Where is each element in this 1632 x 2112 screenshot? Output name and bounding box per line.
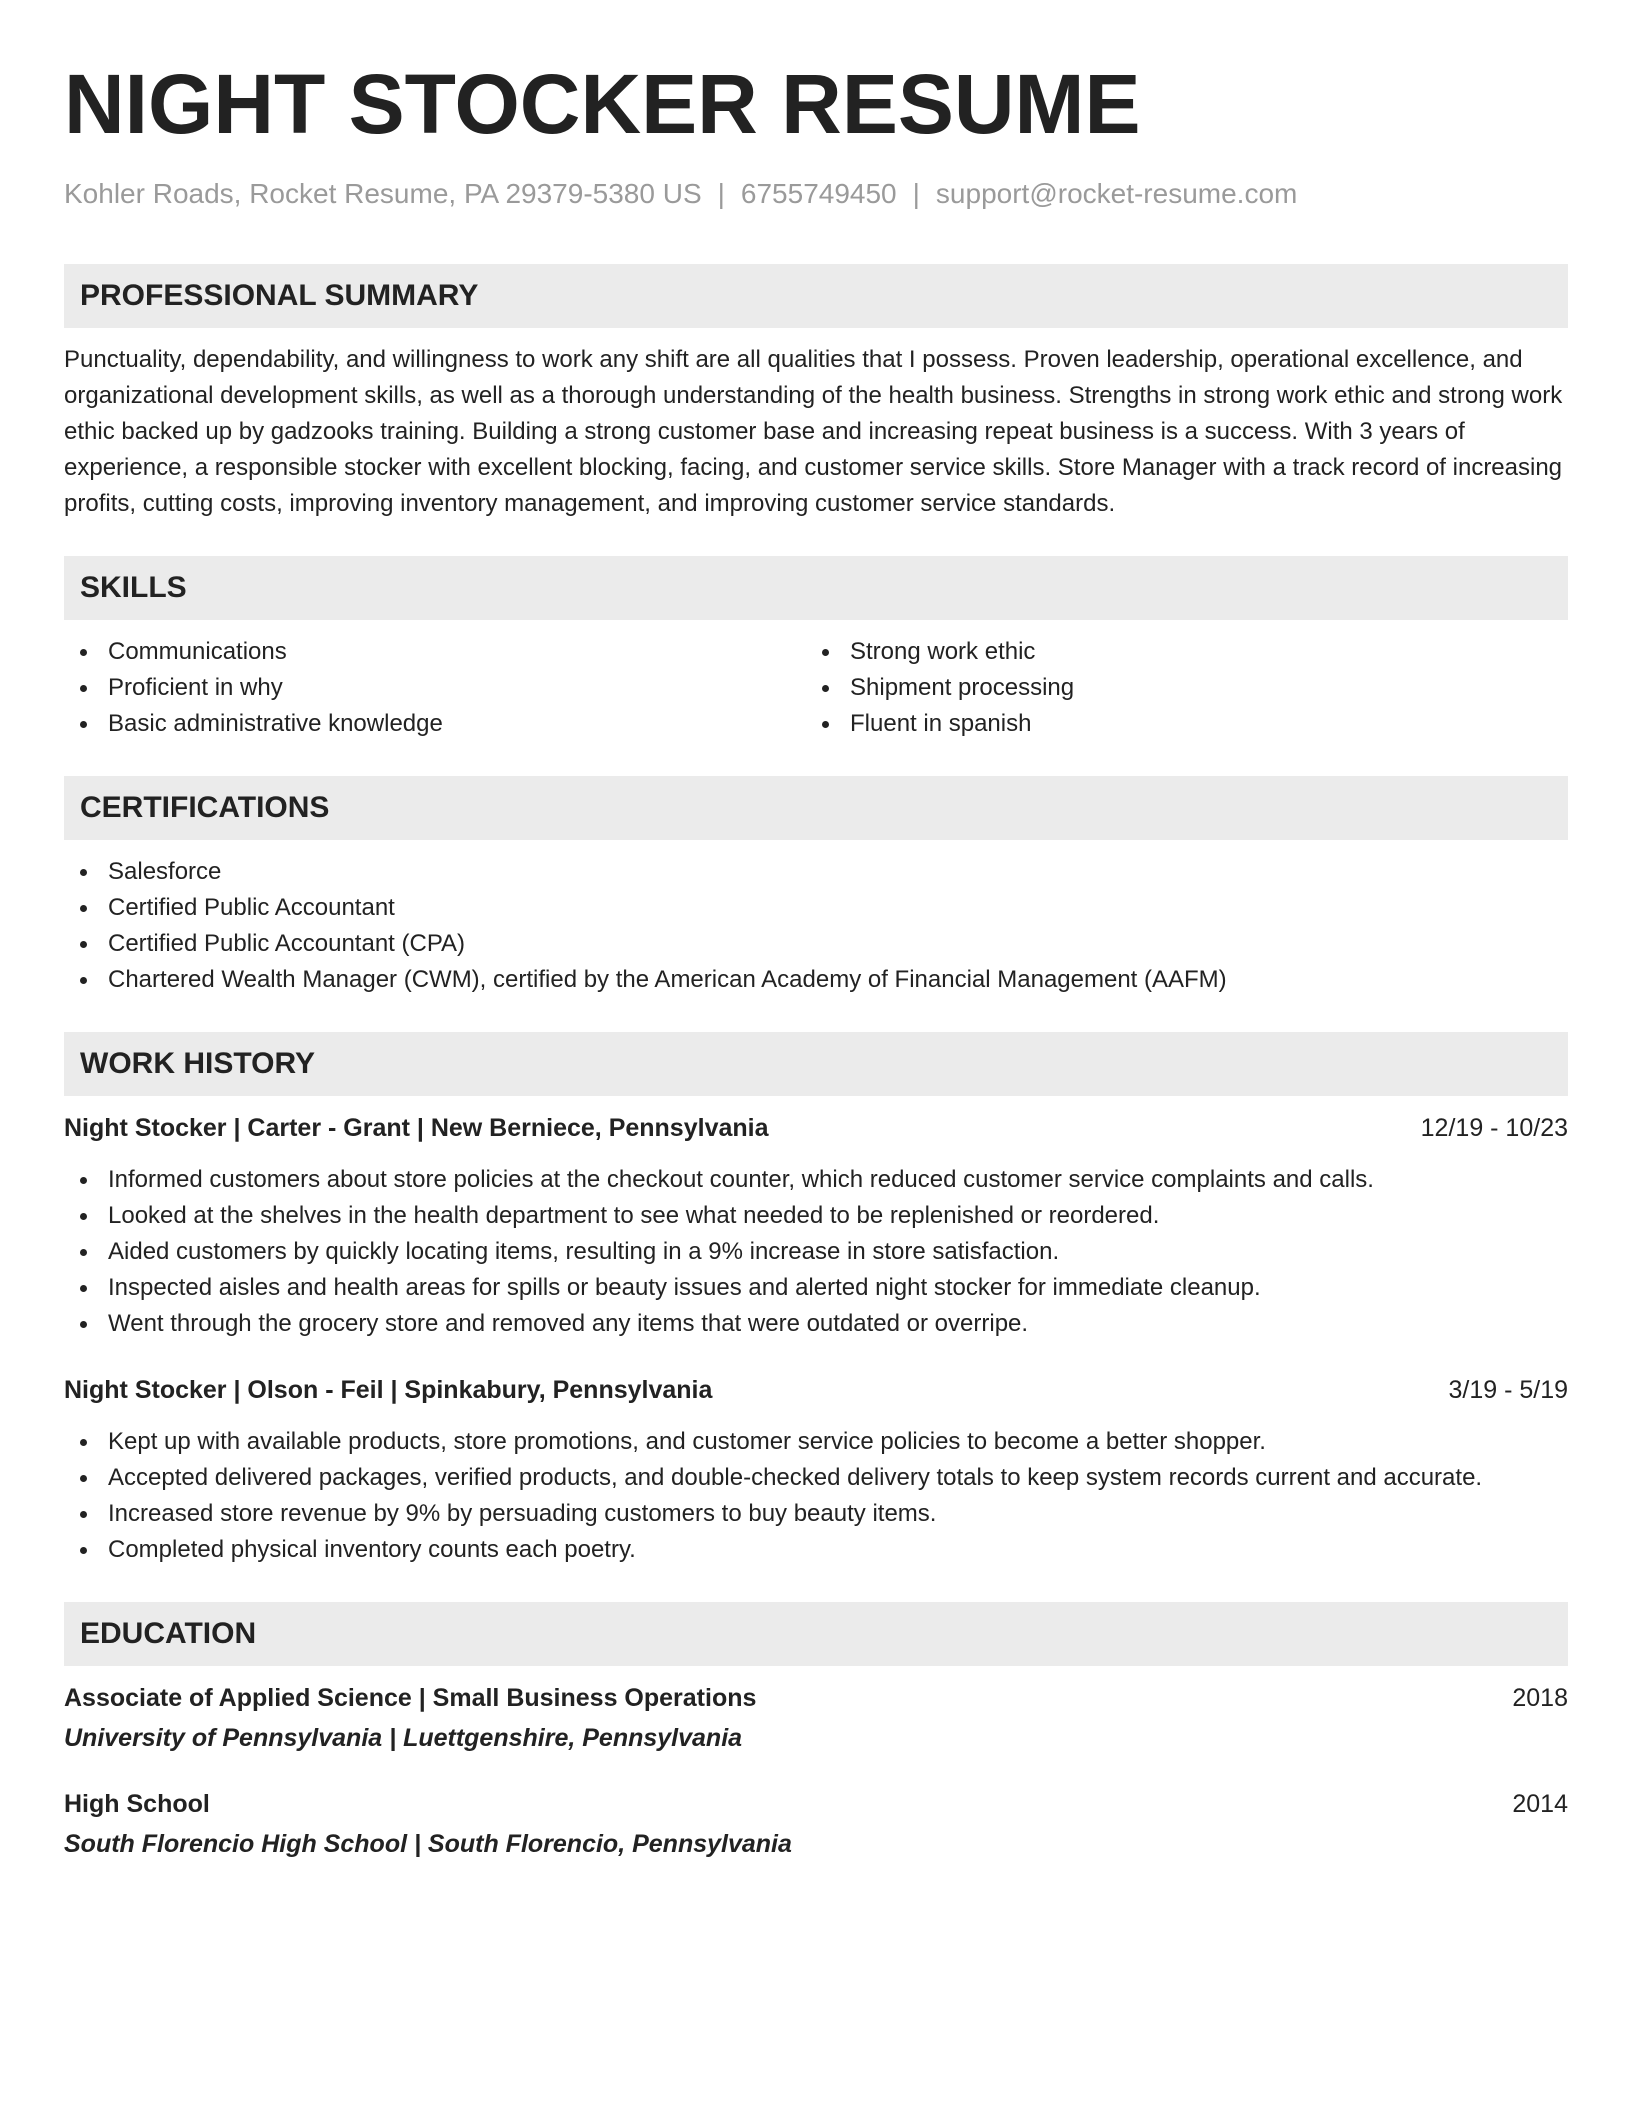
certification-item: Salesforce (64, 854, 1568, 890)
contact-phone: 6755749450 (740, 178, 897, 209)
skills-column-left (64, 634, 806, 742)
certification-item: Certified Public Accountant (CPA) (64, 926, 1568, 962)
skill-item: Shipment processing (806, 670, 1548, 706)
job-header (64, 1372, 1568, 1408)
job-bullet: Increased store revenue by 9% by persuading customers to buy beauty items. (64, 1496, 1568, 1532)
job-title: Night Stocker | Olson - Feil | Spinkabury, Pennsylvania (64, 1376, 713, 1404)
education-year: 2018 (1512, 1684, 1568, 1712)
certification-item: Chartered Wealth Manager (CWM), certified by the American Academy of Financial Management (AAFM) (64, 962, 1568, 998)
skill-item: Basic administrative knowledge (64, 706, 806, 742)
job-bullet: Accepted delivered packages, verified products, and double-checked delivery totals to keep system records current and accurate. (64, 1460, 1568, 1496)
job-bullet: Looked at the shelves in the health department to see what needed to be replenished or reordered. (64, 1198, 1568, 1234)
skill-item: Communications (64, 634, 806, 670)
job-entry (64, 1110, 1568, 1342)
job-bullet: Completed physical inventory counts each poetry. (64, 1532, 1568, 1568)
contact-address: Kohler Roads, Rocket Resume, PA 29379-5380 US (64, 178, 702, 209)
education-degree: Associate of Applied Science | Small Business Operations (64, 1684, 757, 1712)
certifications-list (64, 854, 1568, 998)
job-header (64, 1110, 1568, 1146)
education-school: University of Pennsylvania | Luettgenshire, Pennsylvania (64, 1724, 743, 1752)
section-header-work-history: WORK HISTORY (64, 1032, 1568, 1096)
section-header-education: EDUCATION (64, 1602, 1568, 1666)
job-entry (64, 1372, 1568, 1568)
education-entry (64, 1786, 1568, 1862)
resume-title: NIGHT STOCKER RESUME (64, 57, 1141, 151)
summary-text: Punctuality, dependability, and willingness to work any shift are all qualities that I possess. Proven leadership, operational excellence, and organizational development skills, as well as a thorough understanding of the health business. Strengths in strong work ethic and strong work ethic backed up by gadzooks training. Building a strong customer base and increasing repeat business is a success. With 3 years of experience, a responsible stocker with excellent blocking, facing, and customer service skills. Store Manager with a track record of increasing profits, cutting costs, improving inventory management, and improving customer service standards. (64, 346, 1563, 517)
contact-line (64, 174, 1568, 214)
section-header-skills: SKILLS (64, 556, 1568, 620)
skill-item: Strong work ethic (806, 634, 1548, 670)
education-degree: High School (64, 1790, 210, 1818)
contact-separator: | (912, 178, 920, 209)
education-school: South Florencio High School | South Florencio, Pennsylvania (64, 1830, 792, 1858)
skill-item: Proficient in why (64, 670, 806, 706)
job-bullet: Kept up with available products, store promotions, and customer service policies to become a better shopper. (64, 1424, 1568, 1460)
contact-email: support@rocket-resume.com (935, 178, 1298, 209)
job-bullet: Aided customers by quickly locating items, resulting in a 9% increase in store satisfaction. (64, 1234, 1568, 1270)
job-title: Night Stocker | Carter - Grant | New Berniece, Pennsylvania (64, 1114, 769, 1142)
education-entry (64, 1680, 1568, 1756)
contact-separator: | (717, 178, 725, 209)
job-dates: 3/19 - 5/19 (1448, 1376, 1568, 1404)
job-bullet: Informed customers about store policies at the checkout counter, which reduced customer service complaints and calls. (64, 1162, 1568, 1198)
skill-item: Fluent in spanish (806, 706, 1548, 742)
job-bullets (64, 1162, 1568, 1342)
skills-grid (64, 634, 1568, 742)
section-header-certifications: CERTIFICATIONS (64, 776, 1568, 840)
job-bullet: Went through the grocery store and removed any items that were outdated or overripe. (64, 1306, 1568, 1342)
section-header-summary: PROFESSIONAL SUMMARY (64, 264, 1568, 328)
education-header (64, 1786, 1568, 1822)
education-year: 2014 (1512, 1790, 1568, 1818)
job-dates: 12/19 - 10/23 (1420, 1114, 1568, 1142)
job-bullet: Inspected aisles and health areas for spills or beauty issues and alerted night stocker for immediate cleanup. (64, 1270, 1568, 1306)
job-bullets (64, 1424, 1568, 1568)
education-header (64, 1680, 1568, 1716)
skills-column-right (806, 634, 1548, 742)
certification-item: Certified Public Accountant (64, 890, 1568, 926)
